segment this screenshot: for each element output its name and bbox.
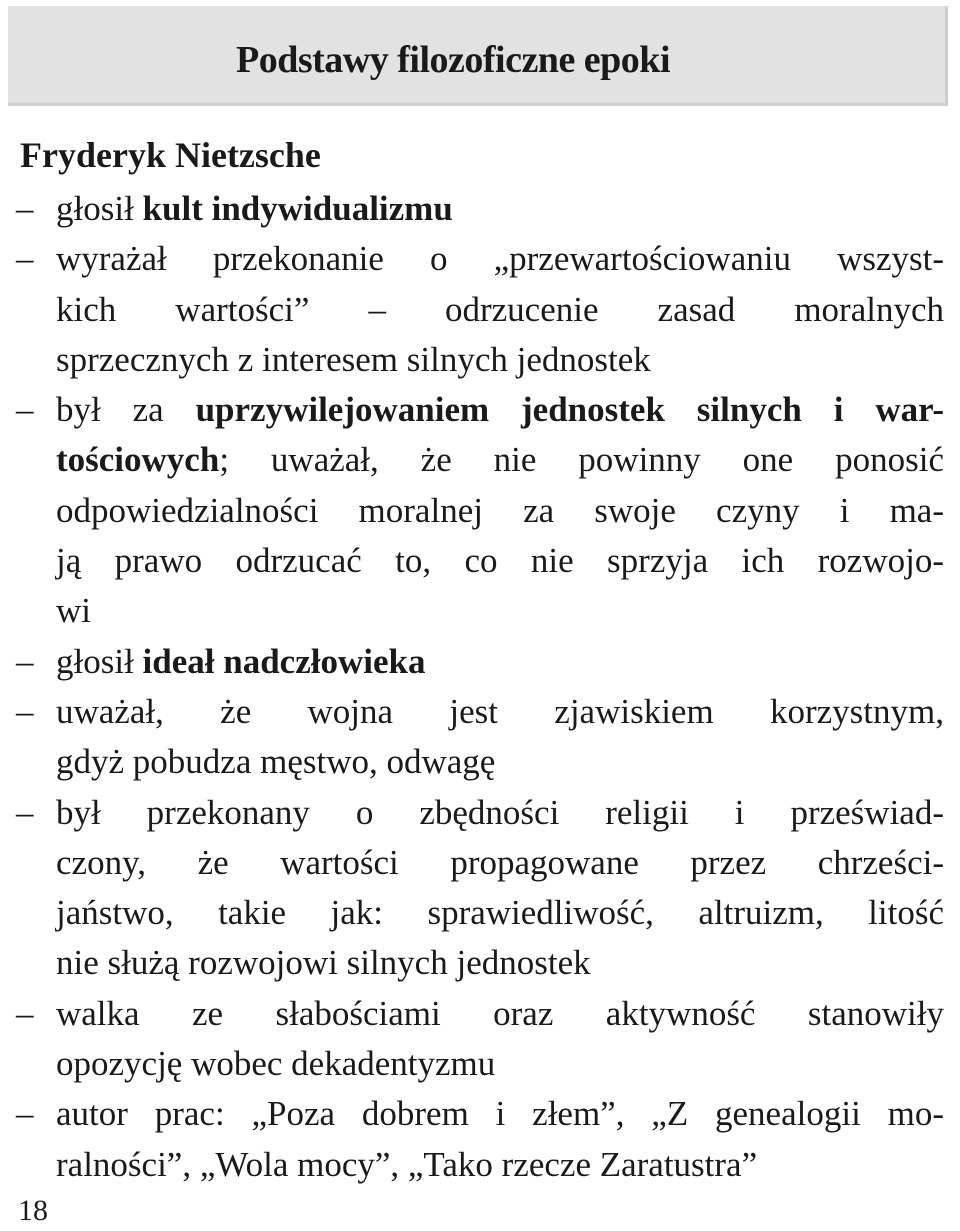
text-segment: był przekonany o zbędności religii i przeświad- — [56, 792, 944, 832]
list-item — [0, 1089, 960, 1190]
list-item — [0, 385, 960, 636]
bold-text: tościowych — [56, 440, 220, 480]
text-line — [56, 637, 944, 687]
text-segment: wyrażał przekonanie o „przewartościowaniu wszyst- — [56, 239, 944, 279]
list-dash: – — [16, 239, 34, 279]
text-segment: czony, że wartości propagowane przez chrześci- — [56, 842, 944, 882]
text-segment: gdyż pobudza męstwo, odwagę — [56, 742, 496, 782]
bold-text: uprzywilejowaniem jednostek silnych i war- — [195, 390, 944, 430]
text-line — [56, 1140, 944, 1190]
page-header-title: Podstawy filozoficzne epoki — [236, 39, 671, 81]
text-segment: wi — [56, 591, 91, 631]
text-segment: sprzecznych z interesem silnych jednostek — [56, 339, 651, 379]
text-segment: autor prac: „Poza dobrem i złem”, „Z genealogii mo- — [56, 1094, 944, 1134]
text-line — [56, 385, 944, 435]
text-line — [56, 838, 944, 888]
text-segment: kich wartości” – odrzucenie zasad moralnych — [56, 289, 944, 329]
text-line — [56, 285, 944, 335]
text-segment: jaństwo, takie jak: sprawiedliwość, altruizm, litość — [56, 893, 944, 933]
text-segment: ją prawo odrzucać to, co nie sprzyja ich rozwojo- — [56, 541, 944, 581]
text-line — [56, 989, 944, 1039]
bold-text: ideał nadczłowieka — [142, 641, 426, 681]
text-line — [56, 435, 944, 485]
list-item — [0, 989, 960, 1090]
text-segment: ralności”, „Wola mocy”, „Tako rzecze Zaratustra” — [56, 1144, 758, 1184]
text-segment: ; uważał, że nie powinny one ponosić — [219, 440, 944, 480]
text-segment: głosił — [56, 641, 143, 681]
header-band — [8, 6, 948, 106]
list-item — [0, 184, 960, 234]
page-number: 18 — [18, 1194, 48, 1227]
text-segment: był za — [56, 390, 196, 430]
text-segment: nie służą rozwojowi silnych jednostek — [56, 943, 591, 983]
text-line — [56, 737, 944, 787]
list-dash: – — [16, 1094, 34, 1134]
list-item — [0, 637, 960, 687]
text-line — [56, 586, 944, 636]
bullet-list — [0, 184, 960, 1190]
list-dash: – — [16, 691, 34, 731]
text-line — [56, 788, 944, 838]
text-segment: walka ze słabościami oraz aktywność stanowiły — [56, 993, 944, 1033]
text-line — [56, 335, 944, 385]
list-dash: – — [16, 189, 34, 228]
text-segment: opozycję wobec dekadentyzmu — [56, 1044, 496, 1084]
list-dash: – — [16, 792, 34, 832]
text-line — [56, 536, 944, 586]
list-dash: – — [16, 390, 34, 430]
list-item — [0, 234, 960, 385]
text-line — [56, 938, 944, 988]
list-dash: – — [16, 993, 34, 1033]
text-line — [56, 234, 944, 284]
text-line — [56, 184, 944, 234]
text-line — [56, 888, 944, 938]
list-item — [0, 687, 960, 788]
text-line — [56, 1089, 944, 1139]
section-title: Fryderyk Nietzsche — [20, 135, 321, 175]
bold-text: kult indywidualizmu — [142, 189, 453, 228]
list-dash: – — [16, 641, 34, 681]
text-line — [56, 687, 944, 737]
text-segment: głosił — [56, 189, 143, 228]
list-item — [0, 788, 960, 989]
text-line — [56, 1039, 944, 1089]
text-line — [56, 486, 944, 536]
text-segment: odpowiedzialności moralnej za swoje czyny i ma- — [56, 490, 944, 530]
text-segment: uważał, że wojna jest zjawiskiem korzystnym, — [56, 691, 944, 731]
